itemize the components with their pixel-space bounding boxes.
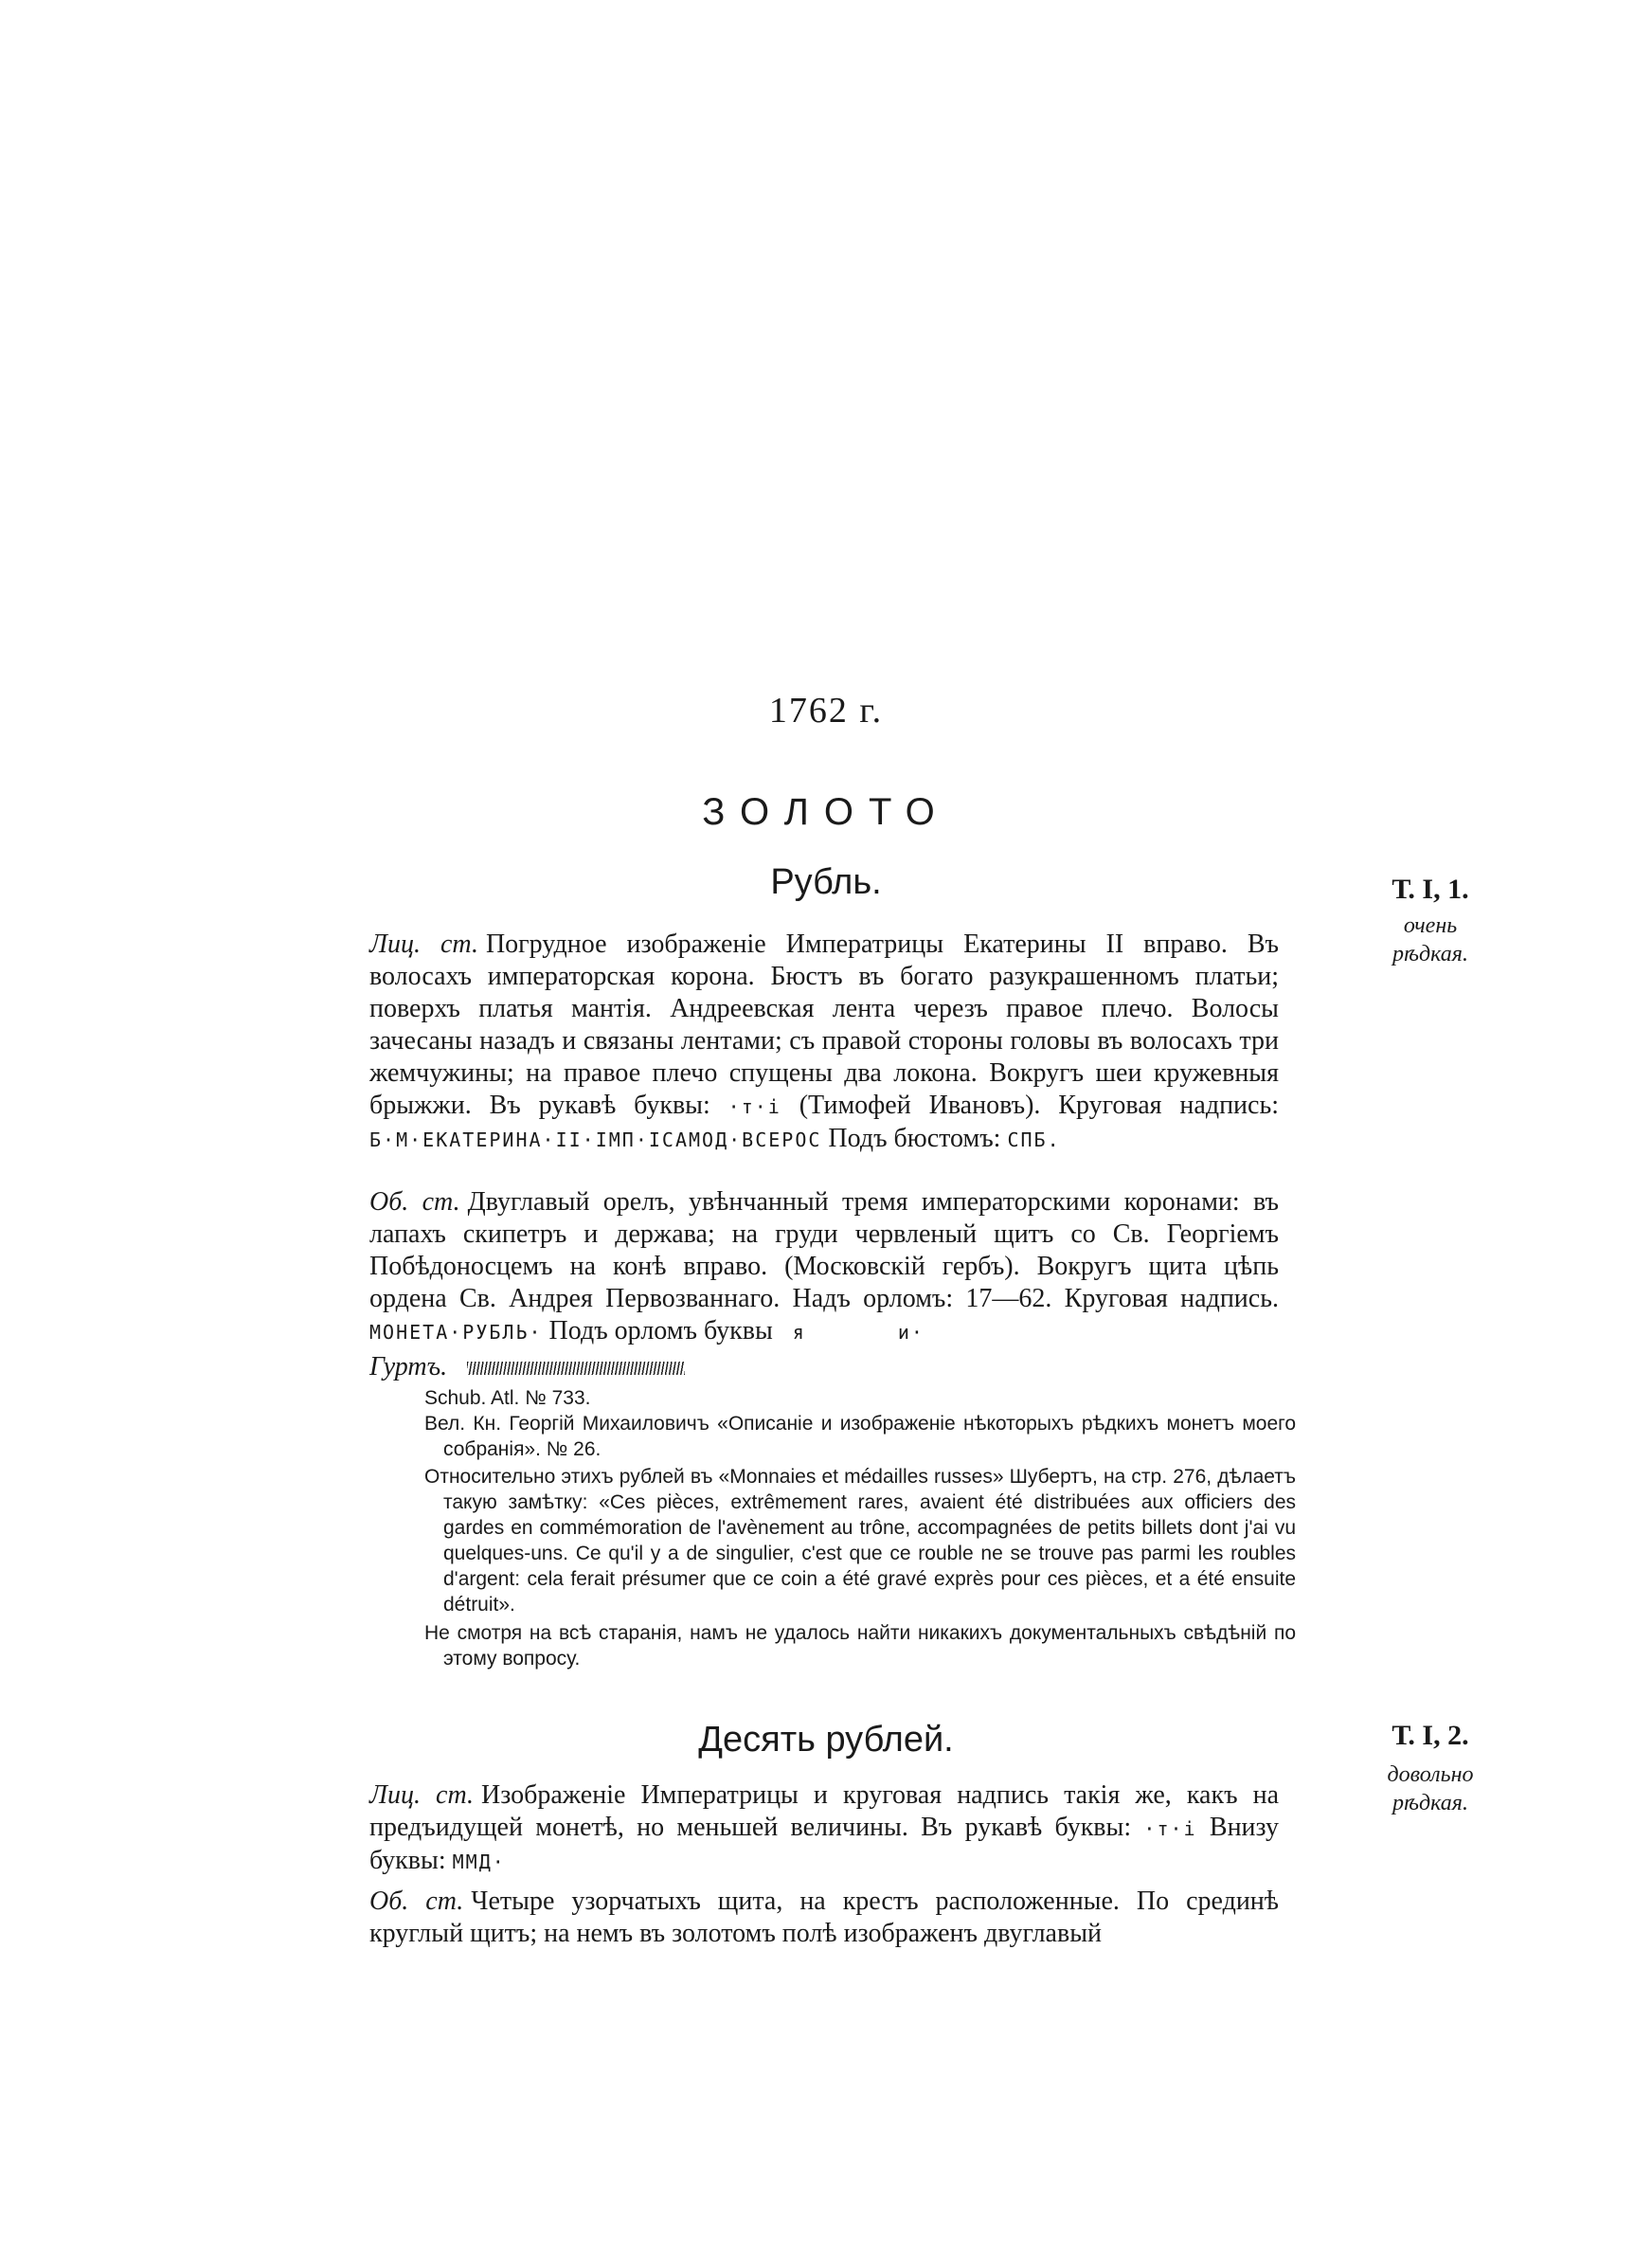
coin2-rarity-line1: довольно — [1387, 1762, 1474, 1787]
coin1-obverse — [369, 929, 1279, 1156]
reverse-letter-left: я — [792, 1321, 806, 1344]
reverse-description-end: Подъ орломъ буквы — [548, 1316, 773, 1345]
obverse-mint-mark: СПБ. — [1007, 1128, 1061, 1151]
note-reference-grand-duke: Вел. Кн. Георгiй Михаиловичъ «Описанiе и изображенiе нѣкоторыхъ рѣдкихъ монетъ моего собранiя». № 26. — [424, 1413, 1296, 1460]
coin1-title: Рубль. — [770, 862, 882, 902]
edge-label: Гуртъ. — [369, 1352, 448, 1381]
obverse-label: Лиц. ст. — [369, 930, 478, 959]
reverse-legend: МОНЕТА·РУБЛЬ· — [369, 1321, 543, 1344]
obverse-engraver-letters: ·т·і — [1143, 1817, 1197, 1840]
coin2-obverse — [369, 1779, 1279, 1878]
coin1-plate-ref: Т. I, 1. — [1392, 874, 1469, 905]
coin2-rarity-line2: рѣдкая. — [1392, 1791, 1468, 1815]
obverse-description: Изображенiе Императрицы и круговая надпись такiя же, какъ на предъидущей монетѣ, но меньшей величины. Въ рукавѣ буквы: — [369, 1780, 1280, 1842]
note-reference-schubert: Schub. Atl. № 733. — [424, 1387, 591, 1409]
reverse-label: Об. ст. — [369, 1887, 464, 1916]
reverse-label: Об. ст. — [369, 1187, 460, 1217]
obverse-legend: Б·М·ЕКАТЕРИНА·II·IМП·IСАМОД·ВСЕРОС — [369, 1128, 822, 1151]
coin2-title: Десять рублей. — [698, 1720, 954, 1760]
coin2-reverse — [369, 1886, 1279, 1950]
note-no-documents: Не смотря на всѣ старанiя, намъ не удалось найти никакихъ документальныхъ свѣдѣнiй по этому вопросу. — [424, 1622, 1296, 1670]
coin1-rarity-line2: рѣдкая. — [1392, 942, 1468, 966]
obverse-description-end: Подъ бюстомъ: — [828, 1124, 1001, 1153]
obverse-engraver-letters: ·т·і — [727, 1095, 781, 1118]
coin1-rarity — [1336, 912, 1525, 968]
obverse-description: Погрудное изображенiе Императрицы Екатерины II вправо. Въ волосахъ императорская корона. Бюстъ въ богато разукрашенномъ платьи; поверхъ платья мантiя. Андреевская лента черезъ правое плечо. Волосы зачесаны назадъ и связаны лентами; съ правой стороны головы въ волосахъ три жемчужины; на правое плечо спущены два локона. Вокругъ шеи кружевныя брыжжи. Въ рукавѣ буквы: — [369, 930, 1279, 1120]
metal-heading: ЗОЛОТО — [702, 791, 950, 833]
obverse-description-cont: Внизу буквы: — [369, 1813, 1280, 1875]
obverse-mint-mark: ММД· — [452, 1851, 506, 1873]
coin1-reverse — [369, 1186, 1279, 1348]
year-heading: 1762 г. — [768, 691, 884, 731]
coin2-plate-ref: Т. I, 2. — [1392, 1720, 1469, 1751]
edge-pattern-icon — [467, 1362, 685, 1375]
reverse-description: Четыре узорчатыхъ щита, на крестъ расположенные. По срединѣ круглый щитъ; на немъ въ золотомъ полѣ изображенъ двуглавый — [369, 1887, 1279, 1948]
obverse-label: Лиц. ст. — [369, 1780, 475, 1810]
coin2-rarity — [1336, 1760, 1525, 1817]
reverse-description: Двуглавый орелъ, увѣнчанный тремя императорскими коронами: въ лапахъ скипетръ и держава; на груди червленый щитъ со Св. Георгiемъ Побѣдоносцемъ на конѣ вправо. (Московскiй гербъ). Вокругъ щита цѣпь ордена Св. Андрея Первозваннаго. Надъ орломъ: 17—62. Круговая надпись. — [369, 1187, 1279, 1313]
obverse-description-cont: (Тимофей Ивановъ). Круговая надпись: — [799, 1091, 1280, 1120]
reverse-letter-right: и· — [897, 1321, 925, 1344]
coin1-rarity-line1: очень — [1403, 913, 1458, 938]
note-schubert-remark: Относительно этихъ рублей въ «Monnaies et médailles russes» Шубертъ, на стр. 276, дѣлаетъ такую замѣтку: «Ces pièces, extrêmement rares, avaient été distribuées aux officiers des gardes en commémoration de l'avènement au trône, accompagnées de petits billets dont j'ai vu quelques-uns. Ce qu'il y a de singulier, c'est que ce rouble ne se trouve pas parmi les roubles d'argent: cela ferait présumer que ce coin a été gravé exprès pour ces pièces, et a été ensuite détruit». — [424, 1466, 1296, 1616]
